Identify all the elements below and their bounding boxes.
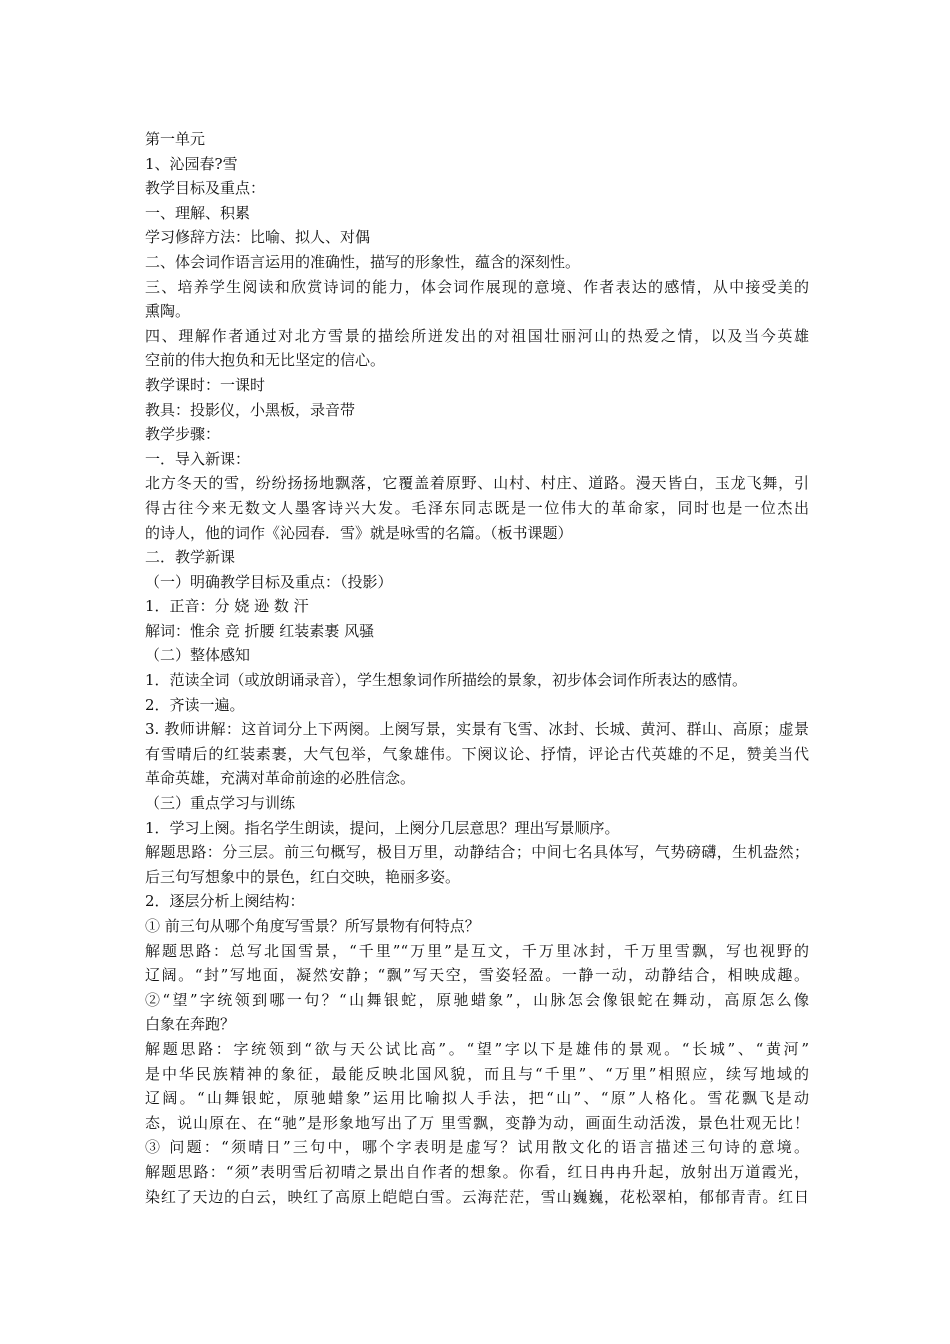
text-line: ① 前三句从哪个角度写雪景？所写景物有何特点？ — [145, 917, 480, 935]
text-line: （三）重点学习与训练 — [145, 794, 296, 813]
text-line: 空前的伟大抱负和无比坚定的信心。 — [145, 351, 386, 370]
text-line: 教具：投影仪，小黑板，录音带 — [145, 400, 356, 419]
text-line: 后三句写想象中的景色，红白交映，艳丽多姿。 — [145, 867, 461, 886]
text-line: 1．学习上阕。指名学生朗读，提问，上阕分几层意思？理出写景顺序。 — [145, 818, 620, 837]
text-line: 1、沁园春?雪 — [145, 154, 238, 173]
text-line: 四、理解作者通过对北方雪景的描绘所迸发出的对祖国壮丽河山的热爱之情，以及当今英雄 — [145, 326, 809, 345]
text-line: 白象在奔跑？ — [145, 1015, 236, 1034]
text-line: 北方冬天的雪，纷纷扬扬地飘落，它覆盖着原野、山村、村庄、道路。漫天皆白，玉龙飞舞，引 — [145, 474, 809, 493]
text-line: 一、理解、积累 — [145, 203, 251, 222]
text-line: 二、体会词作语言运用的准确性，描写的形象性，蕴含的深刻性。 — [145, 252, 581, 271]
text-line: 第一单元 — [145, 130, 206, 148]
text-line: 熏陶。 — [145, 302, 191, 321]
text-line: 解词：惟余 竞 折腰 红装素裹 风骚 — [145, 621, 375, 640]
text-line: 的诗人，他的词作《沁园春．雪》就是咏雪的名篇。（板书课题） — [145, 523, 573, 542]
text-line: 染红了天边的白云，映红了高原上皑皑白雪。云海茫茫，雪山巍巍，花松翠柏，郁郁青青。红日 — [145, 1187, 809, 1206]
text-line: 辽阔。“山舞银蛇，原驰蜡象”运用比喻拟人手法，把“山”、“原”人格化。雪花飘飞是动 — [145, 1089, 809, 1108]
text-line: 教学步骤： — [145, 425, 221, 444]
text-line: 辽阔。“封”写地面，凝然安静；“飘”写天空，雪姿轻盈。一静一动，动静结合，相映成趣。 — [145, 966, 809, 985]
text-line: 解题思路：字统领到“欲与天公试比高”。“望”字以下是雄伟的景观。“长城”、“黄河” — [145, 1039, 809, 1058]
text-line: 1．正音：分 娆 逊 数 汗 — [145, 597, 309, 616]
text-line: 2．逐层分析上阕结构： — [145, 892, 305, 911]
text-line: 1．范读全词（或放朗诵录音），学生想象词作所描绘的景象，初步体会词作所表达的感情。 — [145, 671, 748, 690]
text-line: 态，说山原在、在“驰”是形象地写出了万 里雪飘，变静为动，画面生动活泼，景色壮观无比！ — [145, 1113, 809, 1132]
text-line: 一．导入新课： — [145, 449, 251, 468]
text-line: 有雪晴后的红装素裹，大气包举，气象雄伟。下阕议论、抒情，评论古代英雄的不足，赞美当代 — [145, 744, 809, 763]
document-page — [145, 127, 809, 1209]
text-line: 二．教学新课 — [145, 548, 236, 567]
text-line: （二）整体感知 — [145, 646, 251, 665]
text-line: 3. 教师讲解：这首词分上下两阕。上阕写景，实景有飞雪、冰封、长城、黄河、群山、高原；虚景 — [145, 720, 809, 739]
text-line: 得古往今来无数文人墨客诗兴大发。毛泽东同志既是一位伟大的革命家，同时也是一位杰出 — [145, 498, 809, 517]
text-line: ③ 问题：“须晴日”三句中，哪个字表明是虚写？试用散文化的语言描述三句诗的意境。 — [145, 1138, 809, 1157]
text-line: 解题思路：“须”表明雪后初晴之景出自作者的想象。你看，红日冉冉升起，放射出万道霞光， — [145, 1162, 809, 1181]
text-line: 学习修辞方法：比喻、拟人、对偶 — [145, 228, 371, 247]
text-line: 解题思路：分三层。前三句概写，极目万里，动静结合；中间七名具体写，气势磅礴，生机盎然； — [145, 843, 809, 862]
text-line: 教学目标及重点： — [145, 179, 266, 198]
text-line: ②“望”字统领到哪一句？“山舞银蛇，原驰蜡象”，山脉怎会像银蛇在舞动，高原怎么像 — [145, 990, 809, 1009]
text-line: 解题思路：总写北国雪景，“千里”“万里”是互文，千万里冰封，千万里雪飘，写也视野的 — [145, 941, 809, 960]
text-line: 革命英雄，充满对革命前途的必胜信念。 — [145, 769, 416, 788]
text-line: （一）明确教学目标及重点：（投影） — [145, 572, 393, 591]
text-line: 三、培养学生阅读和欣赏诗词的能力，体会词作展现的意境、作者表达的感情，从中接受美的 — [145, 277, 809, 296]
text-line: 是中华民族精神的象征，最能反映北国风貌，而且与“千里”、“万里”相照应，续写地域的 — [145, 1064, 809, 1083]
text-line: 2．齐读一遍。 — [145, 695, 245, 714]
text-line: 教学课时：一课时 — [145, 375, 266, 394]
